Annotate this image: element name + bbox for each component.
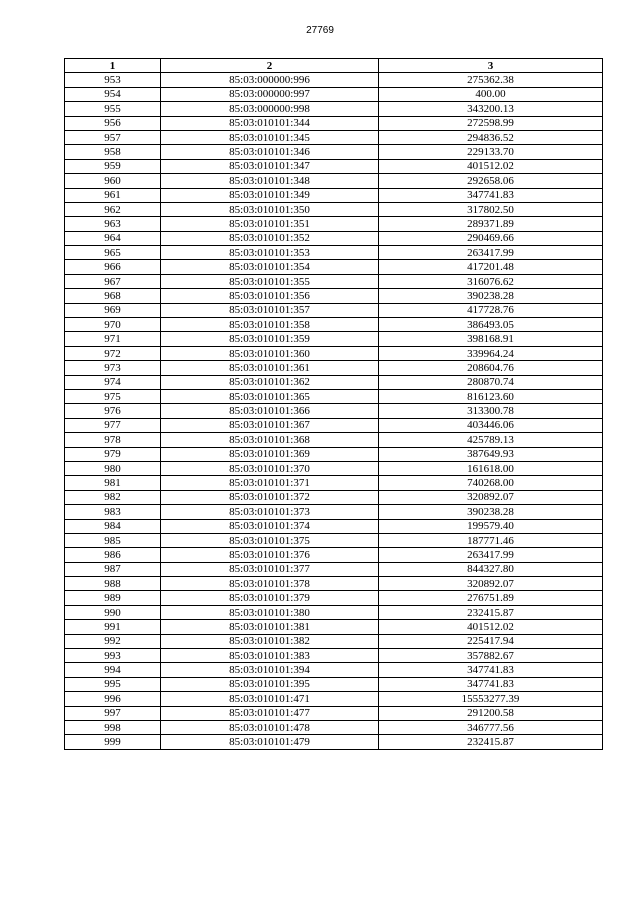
cadastral-number-cell: 85:03:010101:348	[161, 174, 379, 188]
cadastral-number-cell: 85:03:010101:355	[161, 274, 379, 288]
table-row	[65, 188, 603, 202]
cadastral-number-cell: 85:03:010101:350	[161, 202, 379, 216]
table-row	[65, 562, 603, 576]
cadastral-number-cell: 85:03:000000:998	[161, 102, 379, 116]
cadastral-number-cell: 85:03:010101:380	[161, 605, 379, 619]
table-row	[65, 116, 603, 130]
value-cell: 417201.48	[379, 260, 603, 274]
cadastral-number-cell: 85:03:010101:382	[161, 634, 379, 648]
table-row	[65, 505, 603, 519]
value-cell: 347741.83	[379, 677, 603, 691]
cadastral-number-cell: 85:03:010101:351	[161, 217, 379, 231]
row-number-cell: 990	[65, 605, 161, 619]
cadastral-number-cell: 85:03:010101:365	[161, 389, 379, 403]
row-number-cell: 983	[65, 505, 161, 519]
table-row	[65, 217, 603, 231]
value-cell: 229133.70	[379, 145, 603, 159]
cadastral-number-cell: 85:03:010101:362	[161, 375, 379, 389]
cadastral-number-cell: 85:03:010101:352	[161, 231, 379, 245]
row-number-cell: 978	[65, 433, 161, 447]
table-row	[65, 361, 603, 375]
cadastral-number-cell: 85:03:010101:366	[161, 404, 379, 418]
table-row	[65, 620, 603, 634]
table-row	[65, 605, 603, 619]
value-cell: 387649.93	[379, 447, 603, 461]
cadastral-number-cell: 85:03:010101:354	[161, 260, 379, 274]
row-number-cell: 991	[65, 620, 161, 634]
row-number-cell: 976	[65, 404, 161, 418]
row-number-cell: 981	[65, 476, 161, 490]
value-cell: 291200.58	[379, 706, 603, 720]
value-cell: 292658.06	[379, 174, 603, 188]
table-row	[65, 246, 603, 260]
value-cell: 187771.46	[379, 533, 603, 547]
value-cell: 400.00	[379, 87, 603, 101]
table-row	[65, 274, 603, 288]
cadastral-number-cell: 85:03:010101:369	[161, 447, 379, 461]
row-number-cell: 964	[65, 231, 161, 245]
row-number-cell: 988	[65, 577, 161, 591]
cadastral-number-cell: 85:03:010101:356	[161, 289, 379, 303]
table-row	[65, 389, 603, 403]
value-cell: 289371.89	[379, 217, 603, 231]
table-row	[65, 433, 603, 447]
table-row	[65, 73, 603, 87]
value-cell: 161618.00	[379, 461, 603, 475]
row-number-cell: 970	[65, 318, 161, 332]
cadastral-number-cell: 85:03:010101:370	[161, 461, 379, 475]
row-number-cell: 960	[65, 174, 161, 188]
value-cell: 313300.78	[379, 404, 603, 418]
row-number-cell: 975	[65, 389, 161, 403]
cadastral-number-cell: 85:03:010101:394	[161, 663, 379, 677]
table-row	[65, 533, 603, 547]
table-row	[65, 130, 603, 144]
data-table	[64, 58, 603, 750]
value-cell: 276751.89	[379, 591, 603, 605]
value-cell: 390238.28	[379, 505, 603, 519]
cadastral-number-cell: 85:03:010101:381	[161, 620, 379, 634]
row-number-cell: 968	[65, 289, 161, 303]
row-number-cell: 977	[65, 418, 161, 432]
table-row	[65, 677, 603, 691]
value-cell: 316076.62	[379, 274, 603, 288]
value-cell: 263417.99	[379, 246, 603, 260]
value-cell: 343200.13	[379, 102, 603, 116]
row-number-cell: 973	[65, 361, 161, 375]
table-row	[65, 447, 603, 461]
cadastral-number-cell: 85:03:010101:395	[161, 677, 379, 691]
table-header-row	[65, 59, 603, 73]
cadastral-number-cell: 85:03:010101:353	[161, 246, 379, 260]
row-number-cell: 986	[65, 548, 161, 562]
value-cell: 417728.76	[379, 303, 603, 317]
cadastral-number-cell: 85:03:010101:361	[161, 361, 379, 375]
table-row	[65, 260, 603, 274]
row-number-cell: 959	[65, 159, 161, 173]
row-number-cell: 989	[65, 591, 161, 605]
row-number-cell: 955	[65, 102, 161, 116]
value-cell: 401512.02	[379, 159, 603, 173]
row-number-cell: 961	[65, 188, 161, 202]
row-number-cell: 993	[65, 649, 161, 663]
value-cell: 15553277.39	[379, 692, 603, 706]
row-number-cell: 992	[65, 634, 161, 648]
table-row	[65, 231, 603, 245]
value-cell: 346777.56	[379, 720, 603, 734]
cadastral-number-cell: 85:03:010101:367	[161, 418, 379, 432]
column-header-3: 3	[379, 59, 603, 73]
value-cell: 320892.07	[379, 577, 603, 591]
row-number-cell: 958	[65, 145, 161, 159]
row-number-cell: 982	[65, 490, 161, 504]
row-number-cell: 966	[65, 260, 161, 274]
row-number-cell: 998	[65, 720, 161, 734]
row-number-cell: 954	[65, 87, 161, 101]
cadastral-number-cell: 85:03:010101:349	[161, 188, 379, 202]
table-body	[65, 73, 603, 749]
row-number-cell: 985	[65, 533, 161, 547]
value-cell: 317802.50	[379, 202, 603, 216]
value-cell: 339964.24	[379, 346, 603, 360]
page-number: 27769	[306, 25, 334, 36]
value-cell: 232415.87	[379, 735, 603, 749]
cadastral-number-cell: 85:03:010101:478	[161, 720, 379, 734]
cadastral-number-cell: 85:03:010101:376	[161, 548, 379, 562]
value-cell: 740268.00	[379, 476, 603, 490]
table-row	[65, 174, 603, 188]
table-row	[65, 663, 603, 677]
column-header-1: 1	[65, 59, 161, 73]
cadastral-number-cell: 85:03:000000:997	[161, 87, 379, 101]
cadastral-number-cell: 85:03:010101:373	[161, 505, 379, 519]
cadastral-number-cell: 85:03:010101:359	[161, 332, 379, 346]
row-number-cell: 965	[65, 246, 161, 260]
cadastral-number-cell: 85:03:010101:346	[161, 145, 379, 159]
table-row	[65, 418, 603, 432]
table-row	[65, 303, 603, 317]
value-cell: 398168.91	[379, 332, 603, 346]
table-row	[65, 202, 603, 216]
value-cell: 263417.99	[379, 548, 603, 562]
row-number-cell: 974	[65, 375, 161, 389]
cadastral-number-cell: 85:03:010101:368	[161, 433, 379, 447]
row-number-cell: 969	[65, 303, 161, 317]
value-cell: 199579.40	[379, 519, 603, 533]
row-number-cell: 972	[65, 346, 161, 360]
cadastral-number-cell: 85:03:010101:471	[161, 692, 379, 706]
value-cell: 390238.28	[379, 289, 603, 303]
cadastral-number-cell: 85:03:010101:378	[161, 577, 379, 591]
row-number-cell: 956	[65, 116, 161, 130]
table-row	[65, 102, 603, 116]
value-cell: 403446.06	[379, 418, 603, 432]
value-cell: 232415.87	[379, 605, 603, 619]
table-row	[65, 649, 603, 663]
table-row	[65, 490, 603, 504]
row-number-cell: 999	[65, 735, 161, 749]
cadastral-number-cell: 85:03:000000:996	[161, 73, 379, 87]
cadastral-number-cell: 85:03:010101:371	[161, 476, 379, 490]
row-number-cell: 953	[65, 73, 161, 87]
table-row	[65, 591, 603, 605]
value-cell: 280870.74	[379, 375, 603, 389]
cadastral-number-cell: 85:03:010101:358	[161, 318, 379, 332]
column-header-2: 2	[161, 59, 379, 73]
table-row	[65, 346, 603, 360]
table-row	[65, 87, 603, 101]
row-number-cell: 979	[65, 447, 161, 461]
value-cell: 425789.13	[379, 433, 603, 447]
row-number-cell: 957	[65, 130, 161, 144]
value-cell: 275362.38	[379, 73, 603, 87]
table-row	[65, 548, 603, 562]
value-cell: 347741.83	[379, 663, 603, 677]
value-cell: 272598.99	[379, 116, 603, 130]
table-row	[65, 692, 603, 706]
value-cell: 294836.52	[379, 130, 603, 144]
cadastral-number-cell: 85:03:010101:347	[161, 159, 379, 173]
cadastral-number-cell: 85:03:010101:372	[161, 490, 379, 504]
row-number-cell: 980	[65, 461, 161, 475]
value-cell: 386493.05	[379, 318, 603, 332]
table-row	[65, 145, 603, 159]
row-number-cell: 995	[65, 677, 161, 691]
row-number-cell: 971	[65, 332, 161, 346]
value-cell: 816123.60	[379, 389, 603, 403]
row-number-cell: 994	[65, 663, 161, 677]
cadastral-number-cell: 85:03:010101:477	[161, 706, 379, 720]
value-cell: 225417.94	[379, 634, 603, 648]
table-row	[65, 735, 603, 749]
table-row	[65, 375, 603, 389]
row-number-cell: 996	[65, 692, 161, 706]
table-row	[65, 461, 603, 475]
value-cell: 208604.76	[379, 361, 603, 375]
row-number-cell: 987	[65, 562, 161, 576]
table-row	[65, 476, 603, 490]
value-cell: 401512.02	[379, 620, 603, 634]
row-number-cell: 962	[65, 202, 161, 216]
row-number-cell: 997	[65, 706, 161, 720]
table-row	[65, 332, 603, 346]
row-number-cell: 984	[65, 519, 161, 533]
cadastral-number-cell: 85:03:010101:379	[161, 591, 379, 605]
table-row	[65, 634, 603, 648]
table-row	[65, 519, 603, 533]
table-row	[65, 159, 603, 173]
row-number-cell: 967	[65, 274, 161, 288]
cadastral-number-cell: 85:03:010101:375	[161, 533, 379, 547]
table-row	[65, 318, 603, 332]
value-cell: 290469.66	[379, 231, 603, 245]
cadastral-number-cell: 85:03:010101:374	[161, 519, 379, 533]
value-cell: 844327.80	[379, 562, 603, 576]
table-row	[65, 577, 603, 591]
table-row	[65, 289, 603, 303]
value-cell: 320892.07	[379, 490, 603, 504]
table-row	[65, 720, 603, 734]
table-row	[65, 404, 603, 418]
cadastral-number-cell: 85:03:010101:344	[161, 116, 379, 130]
table-row	[65, 706, 603, 720]
value-cell: 357882.67	[379, 649, 603, 663]
value-cell: 347741.83	[379, 188, 603, 202]
cadastral-number-cell: 85:03:010101:345	[161, 130, 379, 144]
cadastral-number-cell: 85:03:010101:360	[161, 346, 379, 360]
row-number-cell: 963	[65, 217, 161, 231]
cadastral-number-cell: 85:03:010101:357	[161, 303, 379, 317]
cadastral-number-cell: 85:03:010101:383	[161, 649, 379, 663]
cadastral-number-cell: 85:03:010101:479	[161, 735, 379, 749]
cadastral-number-cell: 85:03:010101:377	[161, 562, 379, 576]
